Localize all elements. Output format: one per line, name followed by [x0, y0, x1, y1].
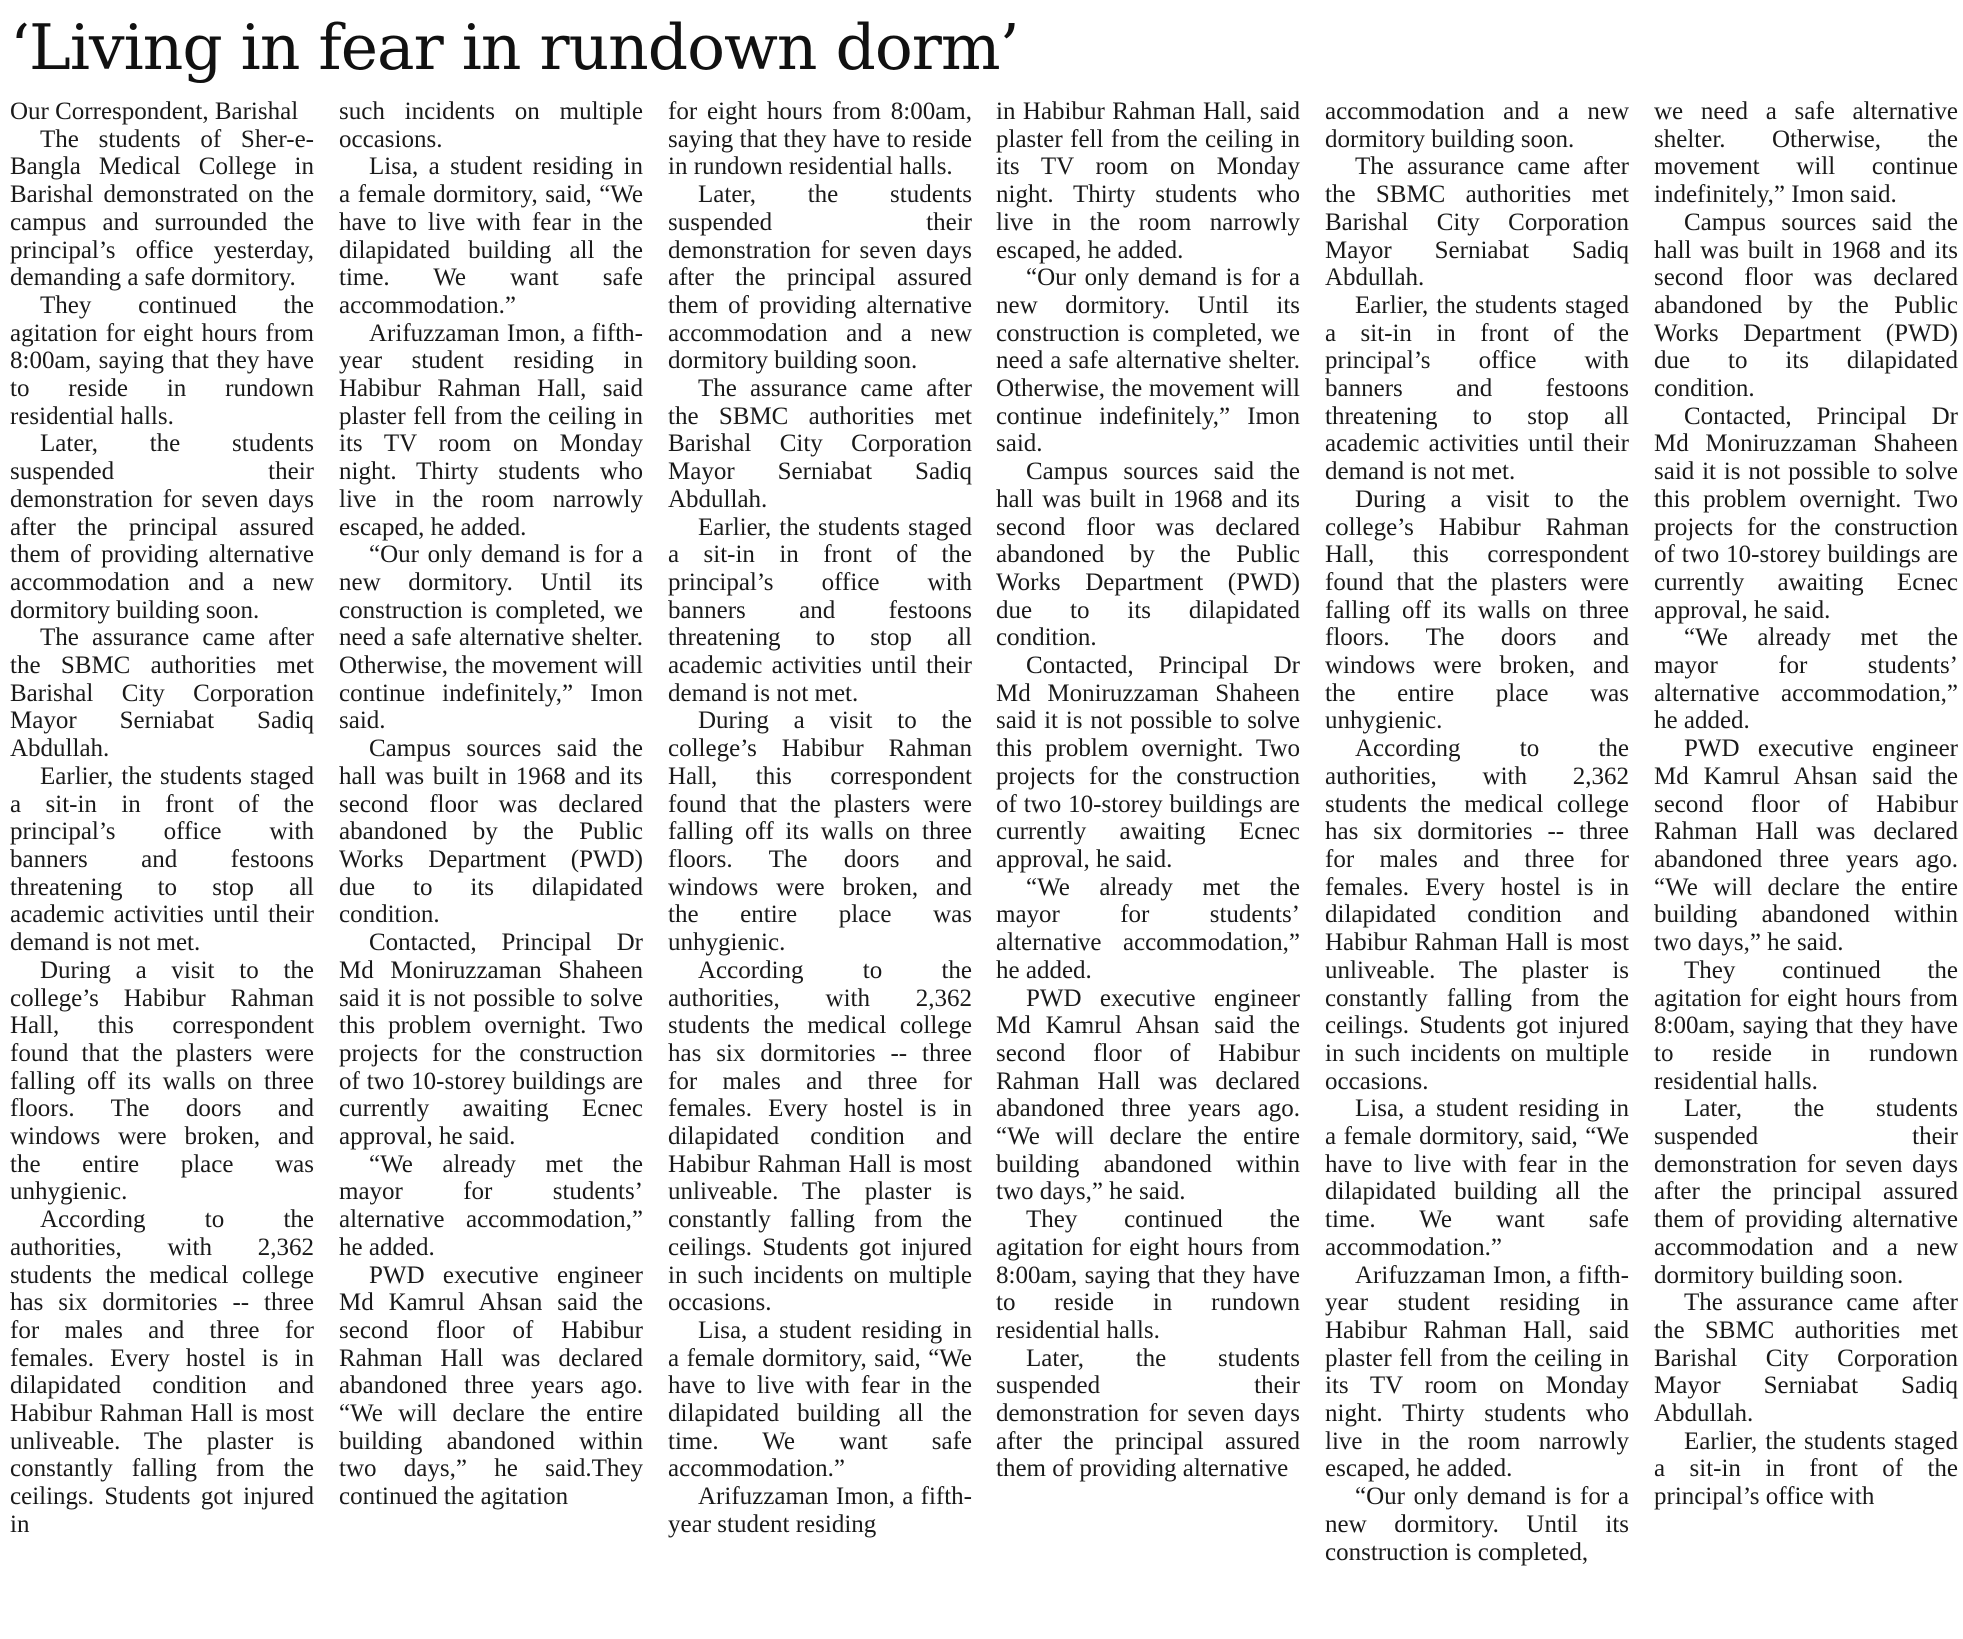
- paragraph-continued: such incidents on multiple occasions.: [339, 98, 643, 153]
- paragraph: Lisa, a student residing in a female dormitory, said, “We have to live with fear in the dilapidated building all the time. We want safe accommodation.”: [668, 1316, 972, 1483]
- paragraph: Arifuzzaman Imon, a fifth-year student residing in Habibur Rahman Hall, said plaster fell from the ceiling in its TV room on Monday night. Thirty students who live in the room narrowly escaped, he added.: [339, 319, 643, 541]
- paragraph: According to the authorities, with 2,362 students the medical college has six dormitories -- three for males and three for females. Every hostel is in dilapidated condition and Habibur Rahman Hall is most unliveable. The plaster is constantly falling from the ceilings. Students got injured in: [10, 1206, 314, 1538]
- paragraph: During a visit to the college’s Habibur Rahman Hall, this correspondent found that the plasters were falling off its walls on three floors. The doors and windows were broken, and the entire place was unhygienic.: [668, 707, 972, 957]
- paragraph: They continued the agitation for eight hours from 8:00am, saying that they have to reside in rundown residential halls.: [996, 1206, 1300, 1344]
- paragraph: Earlier, the students staged a sit-in in front of the principal’s office with banners and festoons threatening to stop all academic activities until their demand is not met.: [668, 513, 972, 707]
- paragraph-continued: accommodation and a new dormitory building soon.: [1325, 98, 1629, 153]
- paragraph: Contacted, Principal Dr Md Moniruzzaman Shaheen said it is not possible to solve this problem overnight. Two projects for the construction of two 10-storey buildings are currently awaiting Ecnec approval, he said.: [996, 652, 1300, 873]
- paragraph: Earlier, the students staged a sit-in in front of the principal’s office with: [1654, 1427, 1958, 1511]
- paragraph: The students of Sher-e-Bangla Medical College in Barishal demonstrated on the campus and surrounded the principal’s office yesterday, demanding a safe dormitory.: [10, 125, 314, 292]
- paragraph: According to the authorities, with 2,362 students the medical college has six dormitories -- three for males and three for females. Every hostel is in dilapidated condition and Habibur Rahman Hall is most unliveable. The plaster is constantly falling from the ceilings. Students got injured in such incidents on multiple occasions.: [668, 956, 972, 1317]
- paragraph: Arifuzzaman Imon, a fifth-year student residing: [668, 1483, 972, 1538]
- paragraph: The assurance came after the SBMC authorities met Barishal City Corporation Mayor Serniabat Sadiq Abdullah.: [1325, 153, 1629, 292]
- paragraph: Contacted, Principal Dr Md Moniruzzaman Shaheen said it is not possible to solve this problem overnight. Two projects for the construction of two 10-storey buildings are currently awaiting Ecnec approval, he said.: [1654, 402, 1958, 624]
- paragraph: Lisa, a student residing in a female dormitory, said, “We have to live with fear in the dilapidated building all the time. We want safe accommodation.”: [339, 153, 643, 319]
- paragraph: Arifuzzaman Imon, a fifth-year student residing in Habibur Rahman Hall, said plaster fell from the ceiling in its TV room on Monday night. Thirty students who live in the room narrowly escaped, he added.: [1325, 1261, 1629, 1483]
- paragraph: “We already met the mayor for students’ alternative accommodation,” he added.: [1654, 624, 1958, 735]
- paragraph: According to the authorities, with 2,362 students the medical college has six dormitories -- three for males and three for females. Every hostel is in dilapidated condition and Habibur Rahman Hall is most unliveable. The plaster is constantly falling from the ceilings. Students got injured in such incidents on multiple occasions.: [1325, 735, 1629, 1095]
- article-column-5: [1325, 98, 1629, 1634]
- paragraph: Earlier, the students staged a sit-in in front of the principal’s office with banners and festoons threatening to stop all academic activities until their demand is not met.: [1325, 291, 1629, 486]
- paragraph: Earlier, the students staged a sit-in in front of the principal’s office with banners and festoons threatening to stop all academic activities until their demand is not met.: [10, 762, 314, 957]
- paragraph: Campus sources said the hall was built in 1968 and its second floor was declared abandoned by the Public Works Department (PWD) due to its dilapidated condition.: [339, 735, 643, 929]
- paragraph-continued: we need a safe alternative shelter. Otherwise, the movement will continue indefinitely,” Imon said.: [1654, 98, 1958, 209]
- article-column-4: [996, 98, 1300, 1634]
- paragraph: Contacted, Principal Dr Md Moniruzzaman Shaheen said it is not possible to solve this problem overnight. Two projects for the construction of two 10-storey buildings are currently awaiting Ecnec approval, he said.: [339, 929, 643, 1151]
- paragraph: Later, the students suspended their demonstration for seven days after the principal assured them of providing alternative: [996, 1344, 1300, 1483]
- article-column-1: [10, 98, 314, 1634]
- article-column-6: [1654, 98, 1958, 1634]
- paragraph: They continued the agitation for eight hours from 8:00am, saying that they have to reside in rundown residential halls.: [1654, 956, 1958, 1095]
- paragraph: The assurance came after the SBMC authorities met Barishal City Corporation Mayor Serniabat Sadiq Abdullah.: [10, 624, 314, 763]
- paragraph: The assurance came after the SBMC authorities met Barishal City Corporation Mayor Serniabat Sadiq Abdullah.: [1654, 1289, 1958, 1428]
- paragraph: Lisa, a student residing in a female dormitory, said, “We have to live with fear in the dilapidated building all the time. We want safe accommodation.”: [1325, 1095, 1629, 1261]
- byline: Our Correspondent, Barishal: [10, 98, 299, 125]
- paragraph: The assurance came after the SBMC authorities met Barishal City Corporation Mayor Serniabat Sadiq Abdullah.: [668, 375, 972, 513]
- paragraph: Later, the students suspended their demonstration for seven days after the principal assured them of providing alternative accommodation and a new dormitory building soon.: [668, 181, 972, 375]
- paragraph: PWD executive engineer Md Kamrul Ahsan said the second floor of Habibur Rahman Hall was declared abandoned three years ago. “We will declare the entire building abandoned within two days,” he said.They continued the agitation: [339, 1261, 643, 1511]
- paragraph: PWD executive engineer Md Kamrul Ahsan said the second floor of Habibur Rahman Hall was declared abandoned three years ago. “We will declare the entire building abandoned within two days,” he said.: [1654, 735, 1958, 957]
- paragraph: PWD executive engineer Md Kamrul Ahsan said the second floor of Habibur Rahman Hall was declared abandoned three years ago. “We will declare the entire building abandoned within two days,” he said.: [996, 984, 1300, 1206]
- paragraph: During a visit to the college’s Habibur Rahman Hall, this correspondent found that the plasters were falling off its walls on three floors. The doors and windows were broken, and the entire place was unhygienic.: [10, 956, 314, 1206]
- paragraph: Later, the students suspended their demonstration for seven days after the principal assured them of providing alternative accommodation and a new dormitory building soon.: [10, 430, 314, 624]
- paragraph: Campus sources said the hall was built in 1968 and its second floor was declared abandoned by the Public Works Department (PWD) due to its dilapidated condition.: [1654, 208, 1958, 403]
- paragraph: “We already met the mayor for students’ alternative accommodation,” he added.: [996, 873, 1300, 984]
- paragraph: Campus sources said the hall was built in 1968 and its second floor was declared abandoned by the Public Works Department (PWD) due to its dilapidated condition.: [996, 458, 1300, 652]
- paragraph: “Our only demand is for a new dormitory. Until its construction is completed, we need a safe alternative shelter. Otherwise, the movement will continue indefinitely,” Imon said.: [996, 264, 1300, 458]
- paragraph: “Our only demand is for a new dormitory. Until its construction is completed, we need a safe alternative shelter. Otherwise, the movement will continue indefinitely,” Imon said.: [339, 541, 643, 735]
- paragraph: Later, the students suspended their demonstration for seven days after the principal assured them of providing alternative accommodation and a new dormitory building soon.: [1654, 1095, 1958, 1289]
- headline: ‘Living in fear in rundown dorm’: [10, 11, 1019, 84]
- paragraph: During a visit to the college’s Habibur Rahman Hall, this correspondent found that the plasters were falling off its walls on three floors. The doors and windows were broken, and the entire place was unhygienic.: [1325, 485, 1629, 735]
- article-column-2: [339, 98, 643, 1634]
- article-column-3: [668, 98, 972, 1634]
- paragraph-continued: for eight hours from 8:00am, saying that they have to reside in rundown residential halls.: [668, 98, 972, 181]
- paragraph: They continued the agitation for eight hours from 8:00am, saying that they have to reside in rundown residential halls.: [10, 291, 314, 430]
- paragraph: “Our only demand is for a new dormitory. Until its construction is completed,: [1325, 1483, 1629, 1566]
- paragraph-continued: in Habibur Rahman Hall, said plaster fell from the ceiling in its TV room on Monday night. Thirty students who live in the room narrowly escaped, he added.: [996, 98, 1300, 264]
- paragraph: “We already met the mayor for students’ alternative accommodation,” he added.: [339, 1150, 643, 1261]
